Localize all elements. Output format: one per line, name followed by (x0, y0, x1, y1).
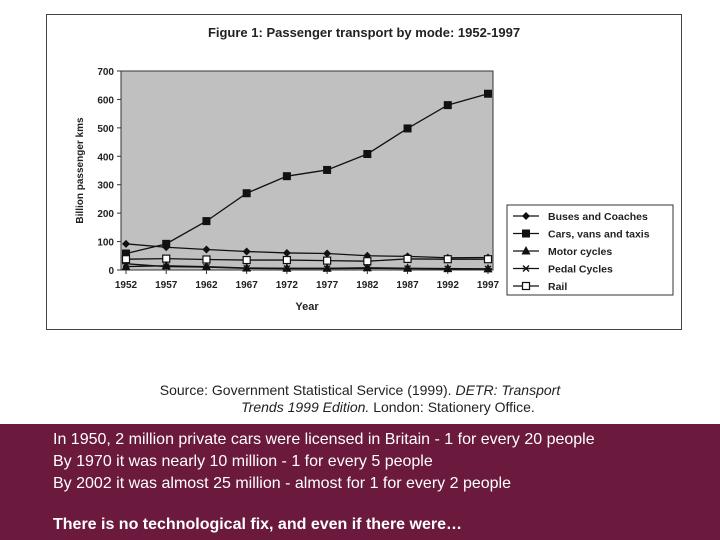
x-tick-label: 1957 (155, 280, 178, 291)
y-tick-label: 0 (108, 266, 114, 277)
x-tick-label: 1977 (315, 280, 339, 291)
y-tick-label: 100 (97, 237, 114, 249)
caption-panel (0, 424, 720, 540)
x-tick-label: 1992 (436, 280, 459, 291)
legend (507, 205, 673, 295)
series-rail-point (243, 257, 250, 264)
x-tick-label: 1972 (275, 280, 299, 291)
source-edition: Trends 1999 Edition. (241, 399, 370, 415)
figure-frame (46, 14, 682, 330)
series-rail-point (404, 255, 411, 262)
y-tick-label: 200 (97, 209, 114, 221)
source-text: Source: Government Statistical Service (1999). (159, 382, 452, 398)
x-tick-label: 1962 (195, 280, 218, 291)
series-cars-vans-and-taxis-point (404, 124, 412, 132)
series-rail-point (163, 255, 170, 262)
series-cars-vans-and-taxis-point (202, 217, 210, 225)
series-cars-vans-and-taxis-point (484, 90, 492, 98)
x-tick-label: 1952 (114, 280, 138, 291)
series-cars-vans-and-taxis-point (323, 166, 331, 174)
legend-label: Rail (548, 281, 568, 293)
caption-line: In 1950, 2 million private cars were licensed in Britain - 1 for every 20 people (53, 431, 595, 448)
series-rail-point (324, 257, 331, 264)
series-rail-point (283, 257, 290, 264)
x-tick-label: 1997 (476, 280, 500, 291)
source-citation (0, 382, 720, 416)
series-rail-point (123, 256, 130, 263)
source-line-2 (0, 399, 720, 416)
series-cars-vans-and-taxis-point (444, 101, 452, 109)
series-cars-vans-and-taxis-point (283, 172, 291, 180)
chart (47, 15, 683, 331)
series-cars-vans-and-taxis-point (162, 240, 170, 248)
x-tick-label: 1987 (396, 280, 419, 291)
y-tick-label: 400 (97, 152, 114, 164)
source-line-1 (0, 382, 720, 399)
source-publication: DETR: Transport (455, 382, 561, 398)
y-tick-label: 700 (97, 67, 114, 78)
caption-line: By 2002 it was almost 25 million - almost for 1 for every 2 people (53, 475, 511, 492)
series-rail-point (364, 258, 371, 265)
series-rail-point (203, 256, 210, 263)
series-rail-point (485, 256, 492, 263)
chart-title: Figure 1: Passenger transport by mode: 1952-1997 (207, 25, 521, 40)
legend-label: Pedal Cycles (548, 263, 613, 276)
x-tick-label: 1967 (235, 280, 258, 291)
legend-label: Cars, vans and taxis (548, 228, 650, 241)
y-tick-label: 500 (97, 123, 114, 135)
legend-label: Motor cycles (548, 246, 613, 258)
caption-line: By 1970 it was nearly 10 million - 1 for every 5 people (53, 453, 433, 470)
series-rail-point (444, 256, 451, 263)
y-axis-label: Billion passenger kms (75, 117, 86, 224)
legend-swatch-marker (523, 283, 530, 290)
series-cars-vans-and-taxis-point (363, 150, 371, 158)
x-axis-label: Year (295, 301, 319, 313)
y-tick-label: 600 (97, 95, 114, 107)
source-publisher: London: Stationery Office. (373, 399, 535, 415)
legend-swatch-marker (522, 230, 530, 238)
series-cars-vans-and-taxis-point (243, 189, 251, 197)
plot-area (121, 71, 493, 270)
caption-conclusion: There is no technological fix, and even if there were… (53, 516, 462, 533)
legend-label: Buses and Coaches (548, 211, 648, 223)
x-tick-label: 1982 (356, 280, 379, 291)
y-tick-label: 300 (97, 180, 114, 192)
